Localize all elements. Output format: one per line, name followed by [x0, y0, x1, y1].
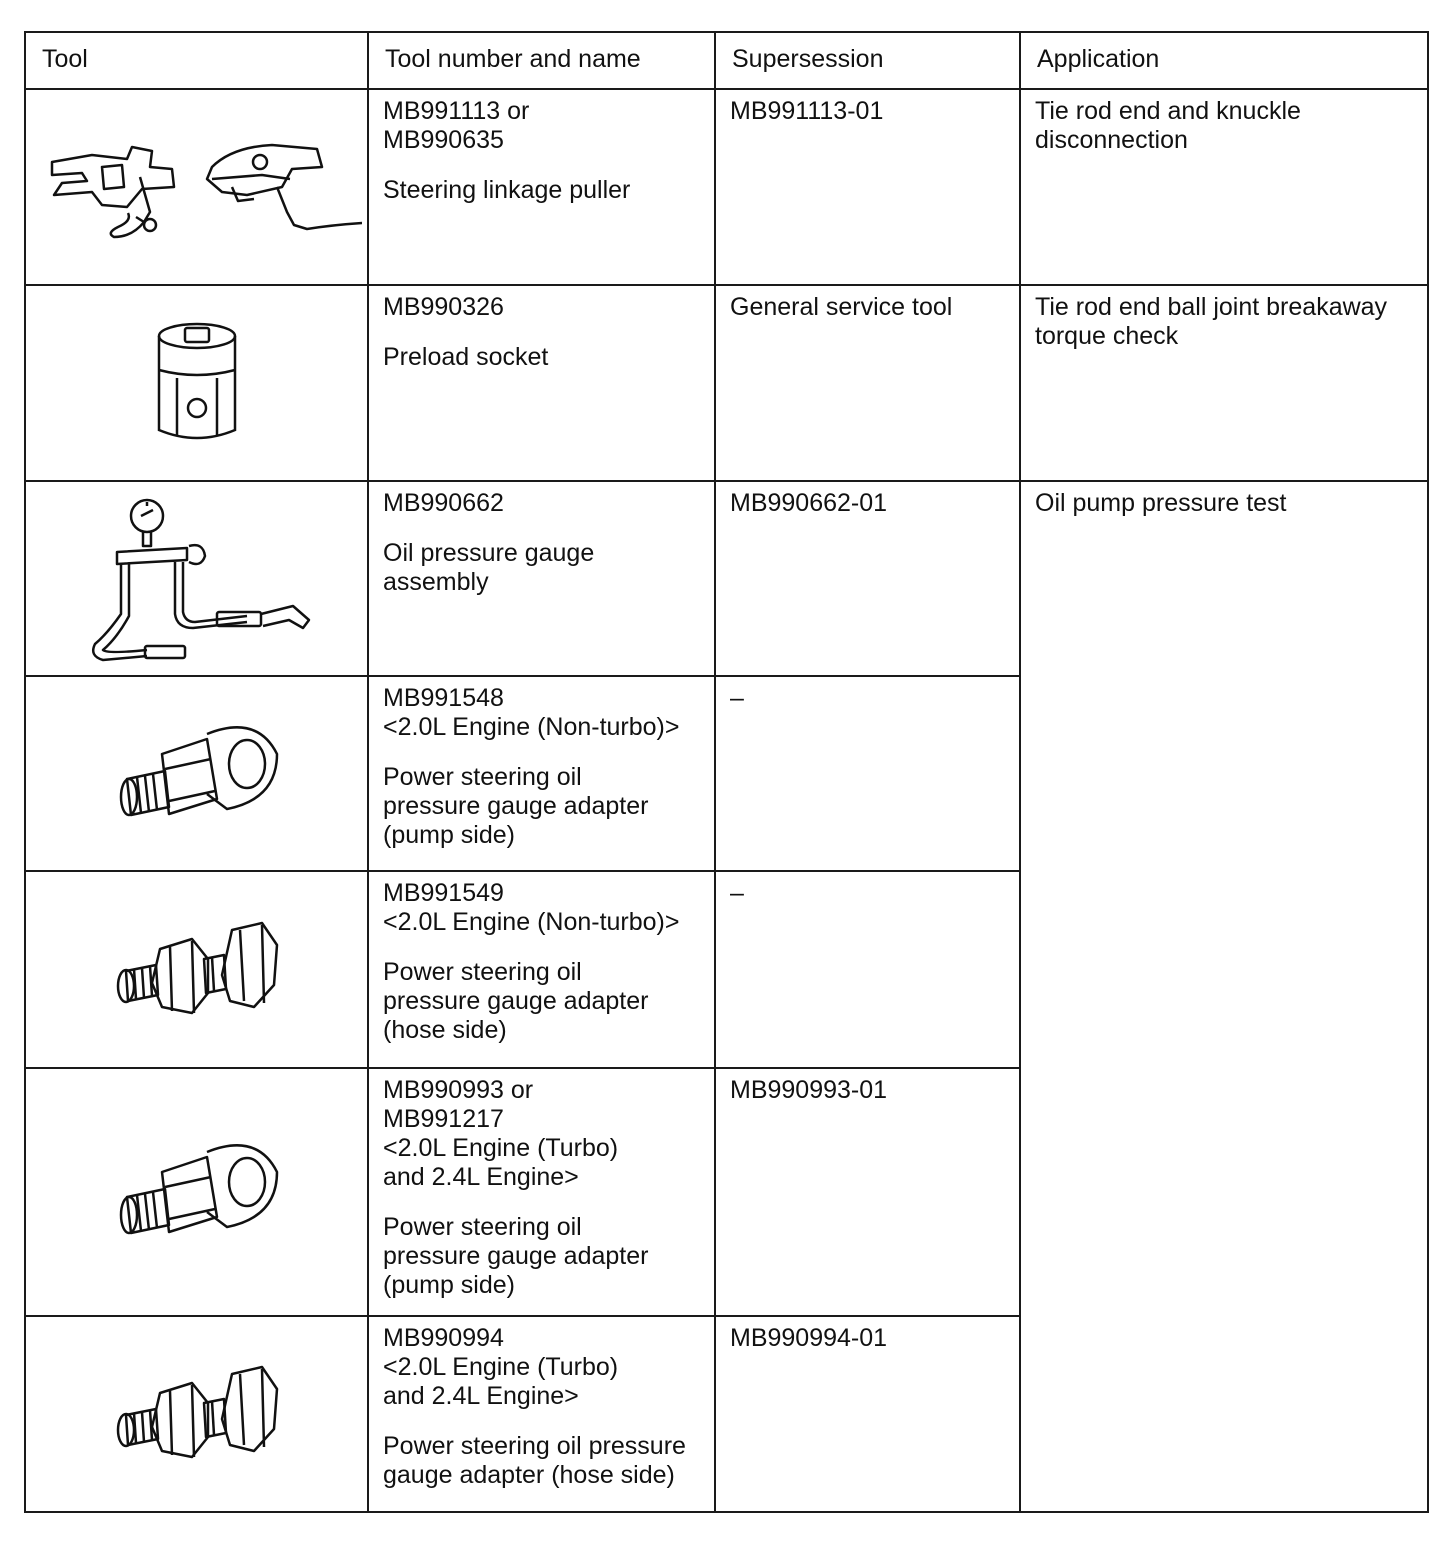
header-tool-number-name: Tool number and name	[368, 32, 715, 89]
application-cell	[1020, 481, 1428, 1512]
header-tool: Tool	[25, 32, 368, 89]
table-row	[25, 89, 1428, 285]
supersession-cell	[715, 1068, 1020, 1316]
supersession-value: MB991113-01	[730, 97, 884, 125]
application-cell	[1020, 285, 1428, 481]
supersession-value: General service tool	[730, 293, 953, 321]
tool-image-cell	[25, 481, 368, 676]
tool-image-cell	[25, 89, 368, 285]
tool-number-name-cell	[368, 481, 715, 676]
steering-linkage-puller-icon	[32, 117, 362, 257]
tool-number-name-cell	[368, 89, 715, 285]
tool-name: Oil pressure gauge assembly	[383, 539, 595, 596]
tool-name: Power steering oil pressure gauge adapter (pump side)	[383, 1213, 649, 1299]
tool-number-name-cell	[368, 285, 715, 481]
table-row	[25, 285, 1428, 481]
tool-image-cell	[25, 871, 368, 1068]
tool-number: MB991113 or MB990635	[383, 97, 530, 154]
tool-number-name-cell	[368, 676, 715, 871]
tool-image-cell	[25, 1068, 368, 1316]
adapter-hose-side-icon	[112, 915, 282, 1025]
tool-number: MB990994 <2.0L Engine (Turbo) and 2.4L Engine>	[383, 1324, 619, 1410]
tool-name: Preload socket	[383, 343, 549, 371]
tool-name: Steering linkage puller	[383, 176, 631, 204]
tool-number: MB990662	[383, 489, 504, 517]
tool-name: Power steering oil pressure gauge adapter (hose side)	[383, 958, 649, 1044]
tool-number: MB990993 or MB991217 <2.0L Engine (Turbo) and 2.4L Engine>	[383, 1076, 619, 1191]
supersession-value: –	[730, 684, 744, 712]
tool-number-name-cell	[368, 871, 715, 1068]
table-header-row	[25, 32, 1428, 89]
header-supersession: Supersession	[715, 32, 1020, 89]
supersession-value: –	[730, 879, 744, 907]
application-value: Tie rod end and knuckle disconnection	[1035, 97, 1301, 154]
tool-image-cell	[25, 1316, 368, 1512]
tool-number-name-cell	[368, 1316, 715, 1512]
supersession-value: MB990994-01	[730, 1324, 888, 1352]
supersession-value: MB990993-01	[730, 1076, 888, 1104]
supersession-cell	[715, 285, 1020, 481]
tool-image-cell	[25, 285, 368, 481]
application-value: Tie rod end ball joint breakaway torque check	[1035, 293, 1388, 350]
supersession-cell	[715, 1316, 1020, 1512]
oil-pressure-gauge-icon	[77, 494, 317, 664]
supersession-cell	[715, 871, 1020, 1068]
supersession-value: MB990662-01	[730, 489, 888, 517]
tool-number: MB990326	[383, 293, 504, 321]
tool-image-cell	[25, 676, 368, 871]
application-value: Oil pump pressure test	[1035, 489, 1287, 517]
adapter-pump-side-icon	[107, 1137, 287, 1247]
tool-name: Power steering oil pressure gauge adapter (pump side)	[383, 763, 649, 849]
special-tools-table	[24, 31, 1429, 1513]
supersession-cell	[715, 481, 1020, 676]
tool-number: MB991549 <2.0L Engine (Non-turbo)>	[383, 879, 680, 936]
table-row	[25, 481, 1428, 676]
preload-socket-icon	[147, 318, 247, 448]
tool-number: MB991548 <2.0L Engine (Non-turbo)>	[383, 684, 680, 741]
tool-number-name-cell	[368, 1068, 715, 1316]
supersession-cell	[715, 89, 1020, 285]
adapter-pump-side-icon	[107, 719, 287, 829]
adapter-hose-side-icon	[112, 1359, 282, 1469]
application-cell	[1020, 89, 1428, 285]
header-application: Application	[1020, 32, 1428, 89]
supersession-cell	[715, 676, 1020, 871]
tool-name: Power steering oil pressure gauge adapter (hose side)	[383, 1432, 686, 1489]
